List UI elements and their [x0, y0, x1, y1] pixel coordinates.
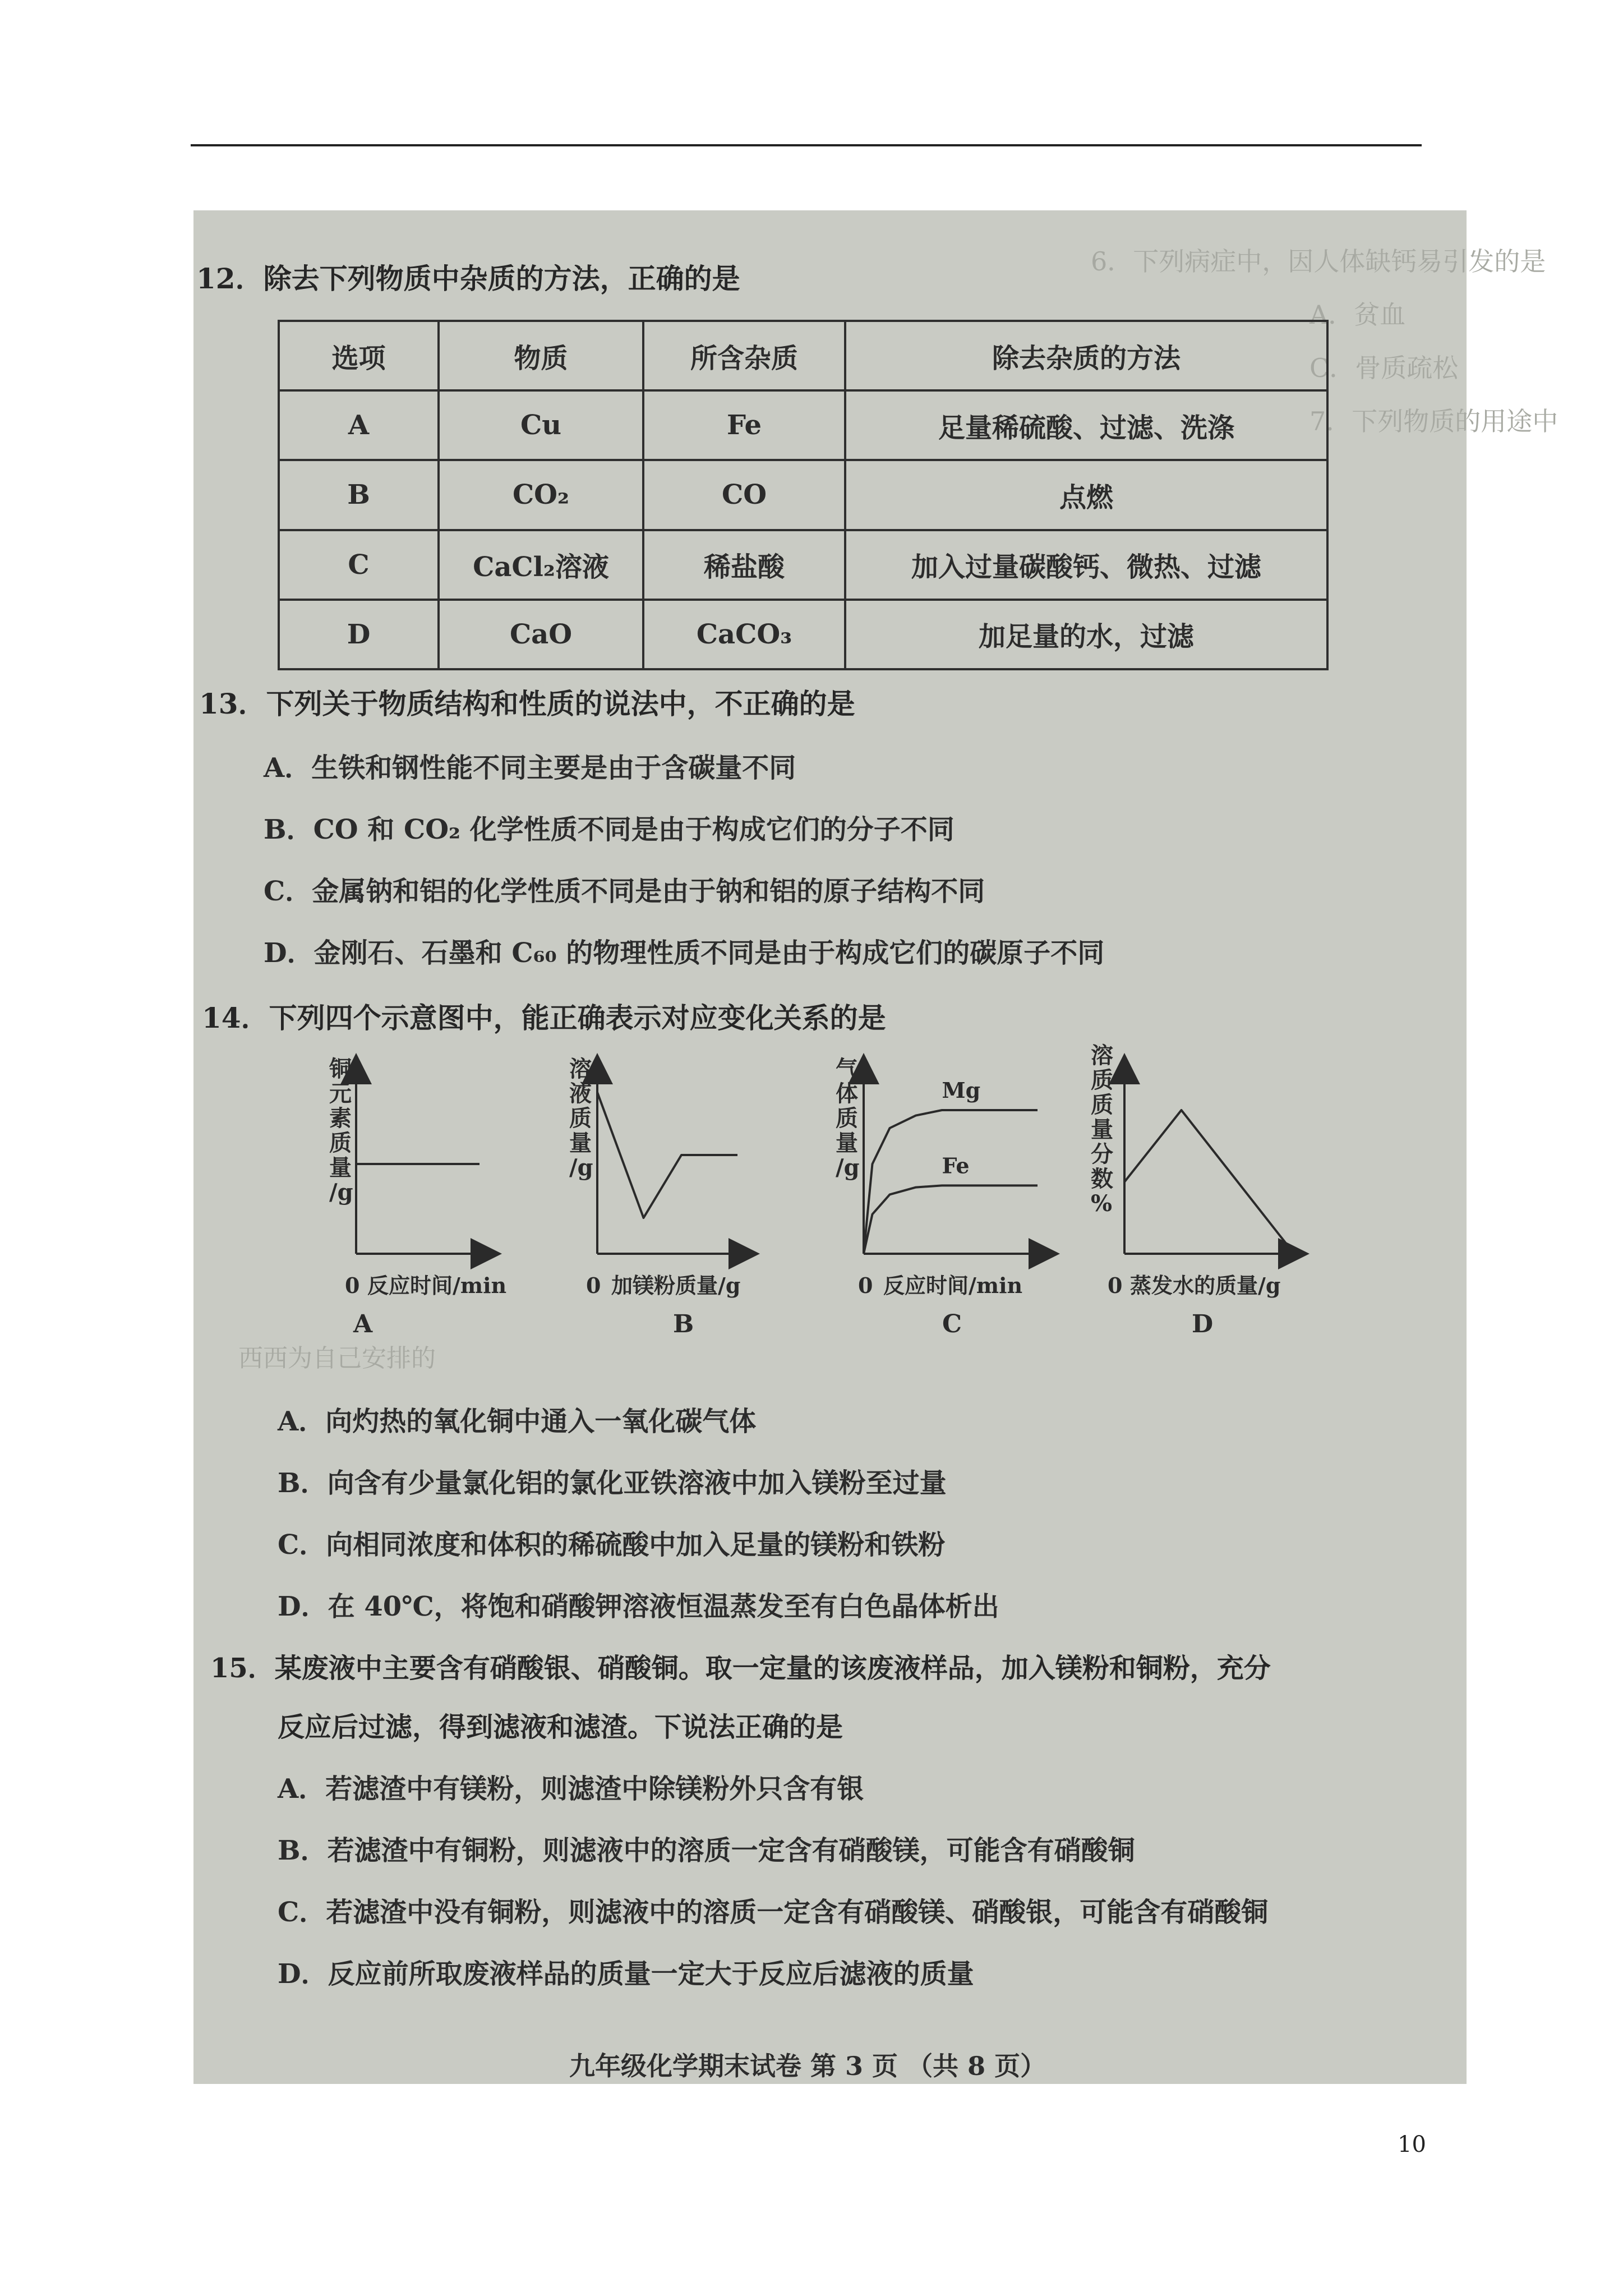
panel-label: C: [942, 1310, 962, 1338]
table-cell: CaCl₂溶液: [439, 530, 643, 600]
question-14-option-a: A．向灼热的氧化铜中通入一氧化碳气体: [278, 1406, 757, 1437]
graph-b: [552, 1052, 766, 1343]
table-cell: 足量稀硫酸、过滤、洗涤: [845, 390, 1327, 460]
series-line: [864, 1110, 1038, 1254]
exam-footer: 九年级化学期末试卷 第 3 页 （共 8 页）: [569, 2051, 1046, 2081]
origin-label: 0: [345, 1273, 360, 1298]
origin-label: 0: [1108, 1273, 1123, 1298]
origin-label: 0: [586, 1273, 601, 1298]
table-header-cell: 所含杂质: [643, 321, 845, 390]
y-axis-label: 溶液质量/g: [569, 1056, 593, 1181]
series-line: [1124, 1110, 1287, 1245]
table-cell: C: [279, 530, 439, 600]
bleed-through-text: C．骨质疏松: [1310, 353, 1459, 383]
table-header-cell: 物质: [439, 321, 643, 390]
x-axis-label: 反应时间/min: [367, 1273, 507, 1298]
table-header-cell: 除去杂质的方法: [845, 321, 1327, 390]
table-cell: 加入过量碳酸钙、微热、过滤: [845, 530, 1327, 600]
table-row: [279, 600, 1327, 669]
scanned-exam-photo: [193, 210, 1559, 2084]
bleed-through-text: A．贫血: [1310, 300, 1406, 330]
y-axis-label: 气体质量/g: [836, 1056, 860, 1181]
table-header-cell: 选项: [279, 321, 439, 390]
table-header-row: [279, 321, 1327, 390]
x-axis-label: 蒸发水的质量/g: [1130, 1273, 1281, 1298]
question-14-option-d: D．在 40℃，将饱和硝酸钾溶液恒温蒸发至有白色晶体析出: [278, 1591, 999, 1622]
table-row: [279, 390, 1327, 460]
question-15-option-b: B．若滤渣中有铜粉，则滤液中的溶质一定含有硝酸镁，可能含有硝酸铜: [278, 1835, 1135, 1866]
table-cell: CaCO₃: [643, 600, 845, 669]
question-15-stem-line-1: 15．某废液中主要含有硝酸银、硝酸铜。取一定量的该废液样品，加入镁粉和铜粉，充分: [210, 1653, 1271, 1684]
y-axis-label: 溶质质量分数%: [1091, 1042, 1113, 1217]
question-13-option-d: D．金刚石、石墨和 C₆₀ 的物理性质不同是由于构成它们的碳原子不同: [264, 937, 1105, 969]
graph-d: [1068, 1042, 1315, 1343]
table-cell: Cu: [439, 390, 643, 460]
bleed-through-text: 西西为自己安排的: [238, 1344, 436, 1373]
table-cell: B: [279, 460, 439, 530]
table-cell: 稀盐酸: [643, 530, 845, 600]
table-cell: 点燃: [845, 460, 1327, 530]
question-13-option-a: A．生铁和钢性能不同主要是由于含碳量不同: [264, 752, 796, 784]
question-13-option-c: C．金属钠和铝的化学性质不同是由于钠和铝的原子结构不同: [264, 876, 985, 907]
x-axis-label: 加镁粉质量/g: [611, 1273, 741, 1298]
series-line: [597, 1092, 737, 1218]
question-15-option-c: C．若滤渣中没有铜粉，则滤液中的溶质一定含有硝酸镁、硝酸银，可能含有硝酸铜: [278, 1897, 1269, 1928]
table-cell: CaO: [439, 600, 643, 669]
graph-c: [810, 1052, 1057, 1343]
question-15-option-d: D．反应前所取废液样品的质量一定大于反应后滤液的质量: [278, 1958, 974, 1990]
question-14-option-c: C．向相同浓度和体积的稀硫酸中加入足量的镁粉和铁粉: [278, 1529, 946, 1561]
series-label: Fe: [942, 1153, 970, 1179]
origin-label: 0: [858, 1273, 873, 1298]
header-rule: [191, 144, 1422, 146]
table-row: [279, 460, 1327, 530]
question-15-option-a: A．若滤渣中有镁粉，则滤渣中除镁粉外只含有银: [278, 1773, 864, 1805]
y-axis-label: 铜元素质量/g: [329, 1056, 353, 1205]
bleed-through-text: 7．下列物质的用途中: [1310, 406, 1559, 436]
question-14-option-b: B．向含有少量氯化铝的氯化亚铁溶液中加入镁粉至过量: [278, 1467, 947, 1499]
graph-a: [306, 1052, 507, 1343]
x-axis-label: 反应时间/min: [883, 1273, 1023, 1298]
table-row: [279, 530, 1327, 600]
table-cell: A: [279, 390, 439, 460]
table-cell: D: [279, 600, 439, 669]
page-number: 10: [1398, 2132, 1426, 2157]
series-line: [864, 1185, 1038, 1254]
question-13-option-b: B．CO 和 CO₂ 化学性质不同是由于构成它们的分子不同: [264, 814, 955, 845]
question-12-stem: 12．除去下列物质中杂质的方法，正确的是: [196, 262, 740, 295]
table-cell: 加足量的水，过滤: [845, 600, 1327, 669]
question-13-stem: 13．下列关于物质结构和性质的说法中，不正确的是: [199, 687, 855, 720]
question-12-table: [278, 320, 1329, 670]
question-15-stem-line-2: 反应后过滤，得到滤液和滤渣。下说法正确的是: [278, 1711, 843, 1743]
panel-label: D: [1192, 1310, 1214, 1338]
table-cell: CO: [643, 460, 845, 530]
table-cell: CO₂: [439, 460, 643, 530]
panel-label: B: [673, 1310, 694, 1338]
question-14-stem: 14．下列四个示意图中，能正确表示对应变化关系的是: [202, 1001, 886, 1034]
bleed-through-text: 6．下列病症中，因人体缺钙易引发的是: [1091, 246, 1546, 277]
panel-label: A: [353, 1310, 373, 1338]
table-cell: Fe: [643, 390, 845, 460]
series-label: Mg: [942, 1078, 981, 1103]
